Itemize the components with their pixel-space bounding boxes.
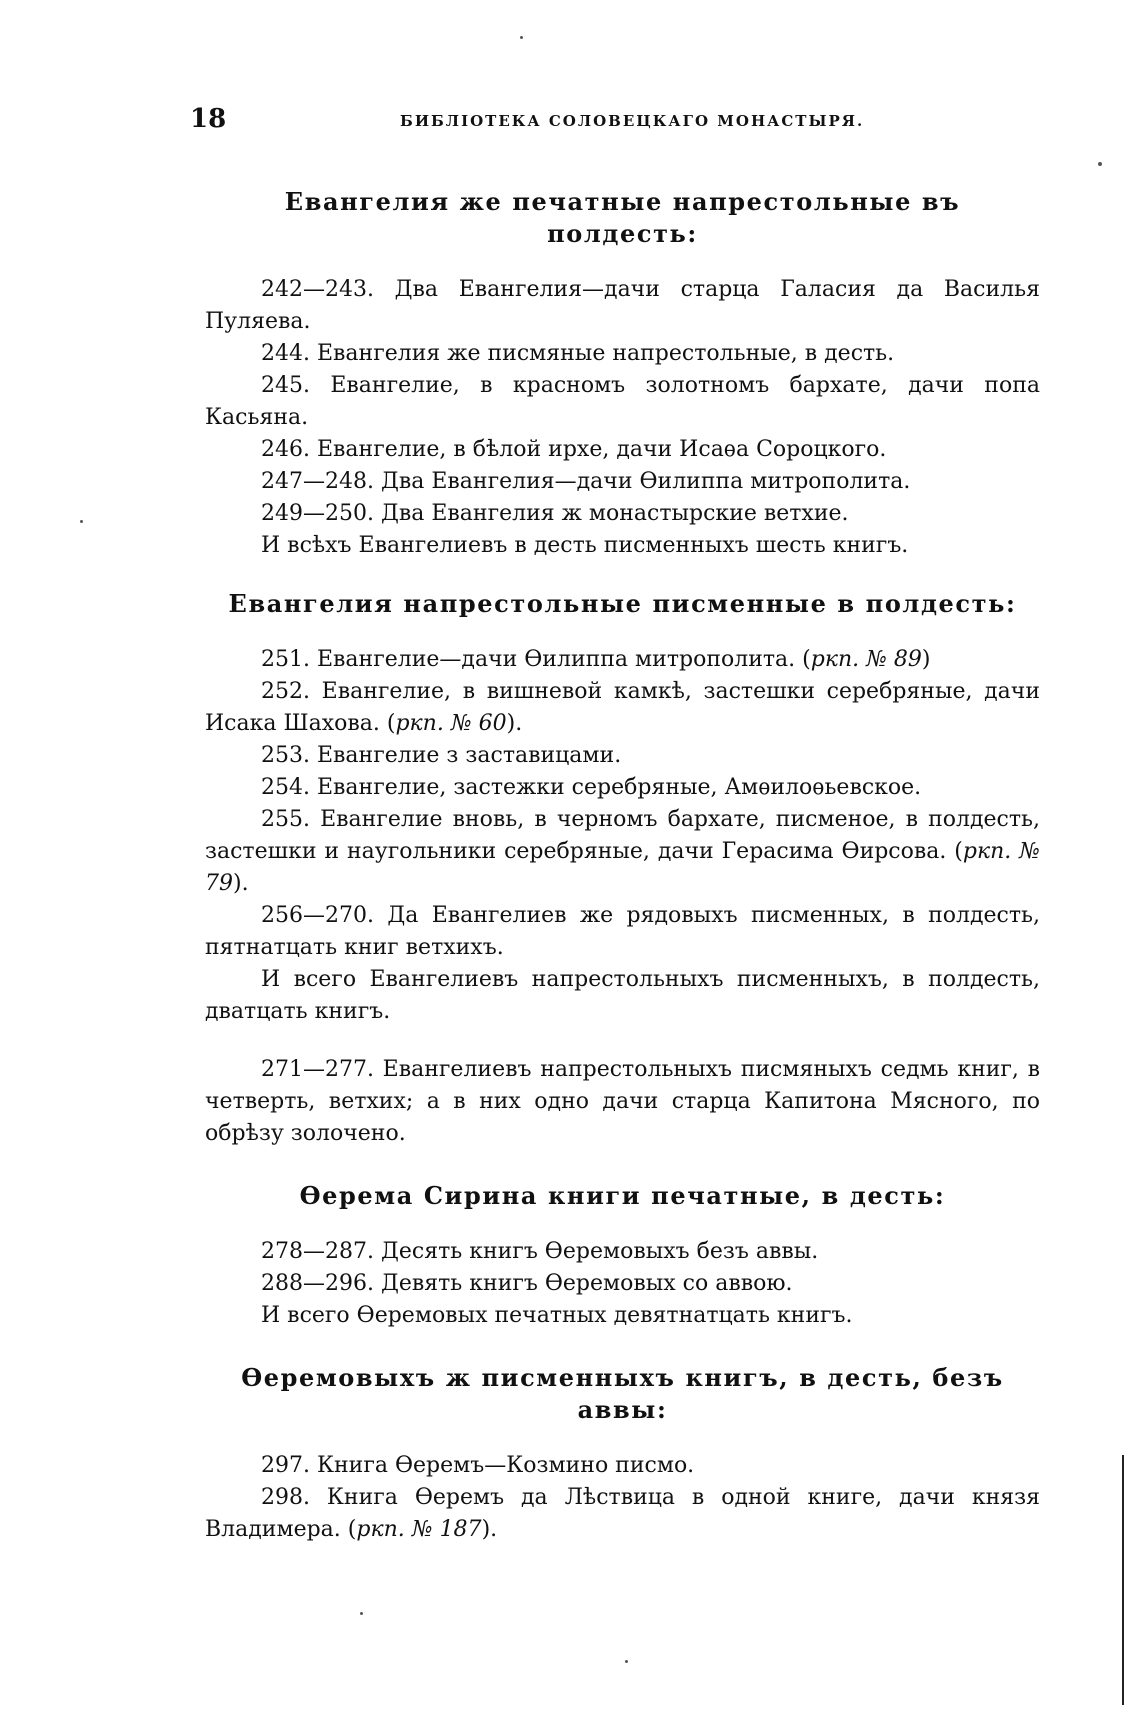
entry-text: 252. Евангелие, в вишневой камкѣ, застешки серебряные, дачи Исака Шахова. (	[205, 679, 1040, 736]
paragraph-gap	[205, 1028, 1040, 1054]
entry-297: 297. Книга Ѳеремъ—Козмино писмо.	[261, 1453, 695, 1478]
scan-speck	[625, 1660, 628, 1663]
entry-288-296: 288—296. Девять книгъ Ѳеремовых со аввою.	[261, 1271, 793, 1296]
section-heading-1: Евангелия же печатные напрестольные въ полдесть:	[284, 187, 961, 248]
section-heading-2: Евангелия напрестольные писменные в полдесть:	[228, 589, 1017, 618]
section-3-total: И всего Ѳеремовых печатных девятнатцать книгъ.	[261, 1303, 853, 1328]
entry-253: 253. Евангелие з заставицами.	[261, 743, 622, 768]
page-number: 18	[190, 104, 227, 134]
scan-speck	[80, 520, 83, 523]
entry-247-248: 247—248. Два Евангелия—дачи Ѳилиппа митрополита.	[261, 469, 911, 494]
entry-text: 298. Книга Ѳеремъ да Лѣствица в одной книге, дачи князя Владимера. (	[205, 1485, 1040, 1542]
entry-246: 246. Евангелие, в бѣлой ирхе, дачи Исаѳа Сороцкого.	[261, 437, 887, 462]
entry-245: 245. Евангелие, в красномъ золотномъ бархате, дачи попа Касьяна.	[205, 373, 1040, 430]
entry-tail: ).	[233, 871, 249, 896]
section-heading-4: Ѳеремовыхъ ж писменныхъ книгъ, в десть, безъ аввы:	[241, 1363, 1004, 1424]
entry-tail: ).	[506, 711, 523, 736]
section-heading-3: Ѳерема Сирина книги печатные, в десть:	[299, 1181, 946, 1210]
entry-text: 255. Евангелие вновь, в черномъ бархате, писменое, в полдесть, застешки и наугольники серебряные, дачи Герасима Ѳирсова. (	[205, 807, 1040, 864]
manuscript-ref: ркп. № 187	[356, 1517, 482, 1542]
scan-speck	[520, 36, 523, 39]
entry-254: 254. Евангелие, застежки серебряные, Амѳилоѳьевское.	[261, 775, 922, 800]
entry-298	[205, 1482, 1040, 1546]
entry-271-277: 271—277. Евангелиевъ напрестольныхъ писмяныхъ седмь книг, в четверть, ветхих; а в них одно дачи старца Капитона Мясного, по обрѣзу золочено.	[205, 1057, 1040, 1146]
scan-speck	[360, 1612, 363, 1615]
entry-251	[205, 644, 1040, 676]
manuscript-ref: ркп. № 89	[810, 647, 922, 672]
running-head: БИБЛІОТЕКА СОЛОВЕЦКАГО МОНАСТЫРЯ.	[400, 112, 865, 130]
entry-278-287: 278—287. Десять книгъ Ѳеремовыхъ безъ аввы.	[261, 1239, 819, 1264]
page-body	[205, 186, 1040, 1546]
entry-249-250: 249—250. Два Евангелия ж монастырские ветхие.	[261, 501, 849, 526]
manuscript-ref: ркп. № 60	[395, 711, 507, 736]
entry-tail: ).	[481, 1517, 498, 1542]
entry-255	[205, 804, 1040, 900]
entry-tail: )	[921, 647, 931, 672]
entry-252	[205, 676, 1040, 740]
entry-text: 251. Евангелие—дачи Ѳилиппа митрополита. (	[261, 647, 811, 672]
manuscript-ref: ркп. № 79	[205, 839, 1040, 896]
section-1-total: И всѣхъ Евангелиевъ в десть писменныхъ шесть книгъ.	[261, 533, 909, 558]
scan-margin-line	[1122, 1455, 1124, 1705]
entry-244: 244. Евангелия же писмяные напрестольные, в десть.	[261, 341, 895, 366]
scan-speck	[1098, 162, 1102, 166]
section-2-total: И всего Евангелиевъ напрестольныхъ писменныхъ, в полдесть, дватцать книгъ.	[205, 967, 1040, 1024]
entry-256-270: 256—270. Да Евангелиев же рядовыхъ писменных, в полдесть, пятнатцать книг ветхихъ.	[205, 903, 1040, 960]
entry-242-243: 242—243. Два Евангелия—дачи старца Галасия да Василья Пуляева.	[205, 277, 1040, 334]
